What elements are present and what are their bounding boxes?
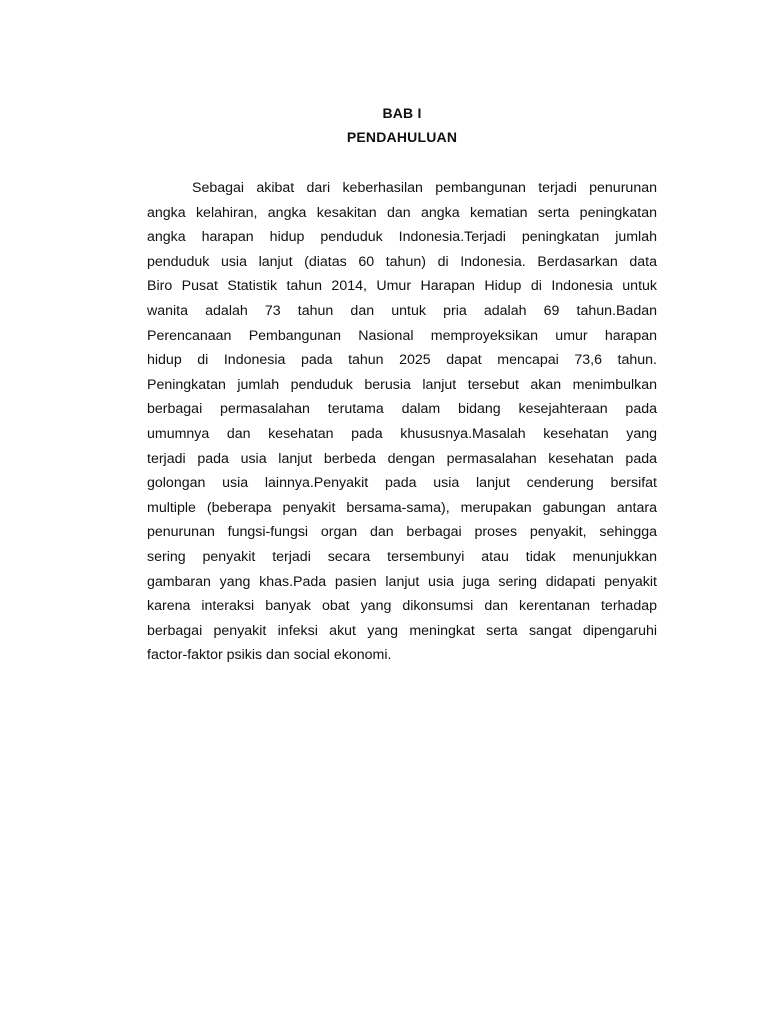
body-paragraph (147, 176, 657, 668)
paragraph-line: angka harapan hidup penduduk Indonesia.Terjadi peningkatan jumlah (147, 229, 657, 246)
paragraph-line: factor-faktor psikis dan social ekonomi. (147, 647, 392, 664)
paragraph-line: hidup di Indonesia pada tahun 2025 dapat mencapai 73,6 tahun. (147, 352, 657, 369)
paragraph-line: Biro Pusat Statistik tahun 2014, Umur Harapan Hidup di Indonesia untuk (147, 278, 657, 295)
paragraph-line: angka kelahiran, angka kesakitan dan angka kematian serta peningkatan (147, 204, 657, 221)
paragraph-line: umumnya dan kesehatan pada khususnya.Masalah kesehatan yang (147, 425, 657, 442)
paragraph-line: berbagai penyakit infeksi akut yang meningkat serta sangat dipengaruhi (147, 622, 657, 639)
paragraph-line: sering penyakit terjadi secara tersembunyi atau tidak menunjukkan (147, 548, 657, 565)
paragraph-line: golongan usia lainnya.Penyakit pada usia lanjut cenderung bersifat (147, 475, 657, 492)
paragraph-line: gambaran yang khas.Pada pasien lanjut usia juga sering didapati penyakit (147, 573, 657, 590)
chapter-title: PENDAHULUAN (346, 129, 458, 145)
paragraph-line: terjadi pada usia lanjut berbeda dengan permasalahan kesehatan pada (147, 450, 657, 467)
paragraph-line: Sebagai akibat dari keberhasilan pembangunan terjadi penurunan (192, 180, 657, 196)
paragraph-line: wanita adalah 73 tahun dan untuk pria adalah 69 tahun.Badan (147, 302, 657, 319)
paragraph-line: karena interaksi banyak obat yang dikonsumsi dan kerentanan terhadap (147, 598, 657, 615)
paragraph-line: berbagai permasalahan terutama dalam bidang kesejahteraan pada (147, 401, 657, 418)
paragraph-line: penduduk usia lanjut (diatas 60 tahun) di Indonesia. Berdasarkan data (147, 253, 657, 270)
chapter-heading: BAB I (382, 105, 422, 121)
paragraph-line: Peningkatan jumlah penduduk berusia lanjut tersebut akan menimbulkan (147, 376, 657, 393)
paragraph-line: penurunan fungsi-fungsi organ dan berbagai proses penyakit, sehingga (147, 524, 657, 541)
paragraph-line: multiple (beberapa penyakit bersama-sama), merupakan gabungan antara (147, 499, 657, 516)
paragraph-line: Perencanaan Pembangunan Nasional memproyeksikan umur harapan (147, 327, 657, 344)
